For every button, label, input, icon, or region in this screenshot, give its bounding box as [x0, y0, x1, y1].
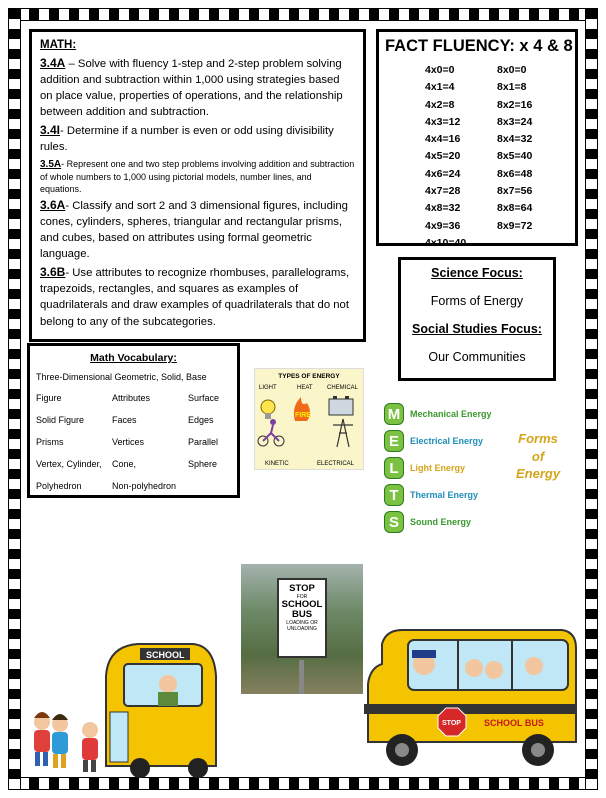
fact-eight-item: 8x7=56 — [497, 185, 533, 198]
fact-four-item: 4x8=32 — [425, 202, 461, 215]
energy-illustrations — [255, 393, 365, 463]
school-bus-left-illustration — [28, 636, 218, 778]
power-tower-icon — [333, 419, 353, 447]
math-vocabulary-box — [27, 343, 240, 498]
melts-item — [384, 427, 504, 454]
math-standards-box — [29, 29, 366, 342]
bus-right-stop: STOP — [442, 720, 461, 727]
fact-eight-item: 8x8=64 — [497, 202, 533, 215]
melts-letter-icon: E — [384, 430, 404, 452]
fact-eight-item: 8x4=32 — [497, 133, 533, 146]
fact-eight-item: 8x3=24 — [497, 115, 533, 128]
melts-label: Mechanical Energy — [410, 408, 492, 419]
stop-sign: STOP FOR SCHOOL BUS LOADING OR UNLOADING — [277, 578, 327, 658]
fire-text: FIRE — [295, 412, 311, 419]
melts-item — [384, 508, 504, 535]
social-topic: Our Communities — [428, 350, 526, 364]
fact-fluency-title: FACT FLUENCY: x 4 & 8 — [385, 37, 573, 55]
fact-four-item: 4x3=12 — [425, 115, 461, 128]
melts-item — [384, 400, 504, 427]
melts-letter-icon: T — [384, 484, 404, 506]
vocab-term: Vertex, Cylinder, — [36, 459, 102, 469]
vocab-term: Surface — [188, 393, 220, 403]
fact-four-item: 4x2=8 — [425, 98, 455, 111]
heat-label: HEAT — [297, 385, 313, 391]
fact-four-item: 4x6=24 — [425, 167, 461, 180]
cyclist-icon — [258, 419, 284, 446]
battery-icon — [329, 396, 353, 415]
border-right — [585, 8, 598, 790]
forms-of-energy-title: Forms of Energy — [516, 431, 561, 482]
chemical-label: CHEMICAL — [327, 385, 359, 391]
fact-eight-item: 8x6=48 — [497, 167, 533, 180]
vocab-term — [188, 481, 234, 491]
fact-eight-item: 8x2=16 — [497, 98, 533, 111]
vocab-term: Cone, — [112, 459, 137, 469]
vocab-term: Attributes — [112, 393, 151, 403]
lightbulb-icon — [261, 400, 275, 419]
standard-3-5a: 3.5A- Represent one and two step problems involving addition and subtraction of whole numbers to 1,000 using pictorial models, number lines, and equations. — [40, 158, 355, 195]
vocab-term: Prisms — [36, 437, 64, 447]
light-label: LIGHT — [259, 385, 277, 391]
eights-column — [497, 62, 569, 252]
border-top — [8, 8, 598, 21]
melts-item — [384, 454, 504, 481]
vocab-term: Parallel — [188, 437, 219, 447]
standard-3-4a: 3.4A – Solve with fluency 1-step and 2-step problem solving addition and subtraction within 1,000 using strategies based on place value, properties of operations, and the relationship between addition and subtraction. — [40, 56, 343, 119]
fact-four-item: 4x4=16 — [425, 133, 461, 146]
melts-list — [384, 400, 504, 535]
bus-left-label: SCHOOL — [146, 650, 185, 660]
science-heading: Science Focus: — [431, 266, 523, 280]
standard-3-4i: 3.4I- Determine if a number is even or odd using divisibility rules. — [40, 123, 334, 154]
melts-label: Thermal Energy — [410, 489, 479, 500]
vocab-term: Edges — [188, 415, 214, 425]
melts-label: Electrical Energy — [410, 435, 484, 446]
stop-for-school-bus-photo — [241, 564, 363, 694]
fact-four-item: 4x1=4 — [425, 81, 455, 94]
melts-label: Sound Energy — [410, 516, 472, 527]
vocab-term: Sphere — [188, 459, 218, 469]
fact-four-item: 4x0=0 — [425, 64, 455, 76]
melts-label: Light Energy — [410, 462, 466, 473]
sign-pole — [299, 660, 304, 694]
vocab-term: Non-polyhedron — [112, 481, 177, 491]
social-heading: Social Studies Focus: — [412, 322, 542, 336]
vocab-term: Faces — [112, 415, 137, 425]
melts-letter-icon: S — [384, 511, 404, 533]
standard-3-6b: 3.6B- Use attributes to recognize rhombuses, parallelograms, trapezoids, rectangles, and squares as examples of quadrilaterals and draw examples of quadrilaterals that do not belong to any of the subcategories. — [40, 265, 350, 328]
kinetic-label: KINETIC — [265, 461, 289, 467]
melts-item — [384, 481, 504, 508]
vocab-term: Vertices — [112, 437, 145, 447]
electrical-label: ELECTRICAL — [317, 461, 355, 467]
bus-body-icon — [364, 630, 576, 766]
fact-eight-item: 8x5=40 — [497, 150, 533, 163]
fact-fluency-box — [376, 29, 578, 249]
vocab-term: Polyhedron — [36, 481, 82, 491]
fact-four-item: 4x5=20 — [425, 150, 461, 163]
vocab-title: Math Vocabulary: — [90, 352, 177, 364]
standard-3-6a: 3.6A- Classify and sort 2 and 3 dimensional figures, including cones, cylinders, spheres, triangular and rectangular prisms, and cubes, based on attributes using formal geometric language. — [40, 198, 348, 261]
fact-four-item: 4x7=28 — [425, 185, 461, 198]
vocab-grid — [36, 393, 231, 491]
fact-eight-item: 8x9=72 — [497, 219, 533, 232]
bus-body-icon — [106, 644, 216, 778]
science-topic: Forms of Energy — [430, 294, 524, 308]
border-bottom — [8, 777, 598, 790]
energy-image-title: TYPES OF ENERGY — [278, 373, 340, 380]
children-icon — [34, 712, 98, 772]
melts-letter-icon: L — [384, 457, 404, 479]
focus-box — [398, 257, 556, 381]
vocab-term: Solid Figure — [36, 415, 85, 425]
school-bus-right-illustration — [362, 624, 580, 772]
vocab-first-line: Three-Dimensional Geometric, Solid, Base — [36, 372, 207, 382]
fact-eight-item: 8x0=0 — [497, 64, 527, 76]
math-heading: MATH: — [40, 39, 77, 51]
fours-column — [425, 62, 497, 252]
fact-four-item: 4x9=36 — [425, 219, 461, 232]
vocab-term: Figure — [36, 393, 62, 403]
bus-right-label: SCHOOL BUS — [484, 718, 544, 728]
fact-eight-item: 8x1=8 — [497, 81, 527, 94]
fact-four-item: 4x10=40 — [425, 236, 467, 249]
types-of-energy-image — [254, 368, 364, 470]
melts-letter-icon: M — [384, 403, 404, 425]
border-left — [8, 8, 21, 790]
